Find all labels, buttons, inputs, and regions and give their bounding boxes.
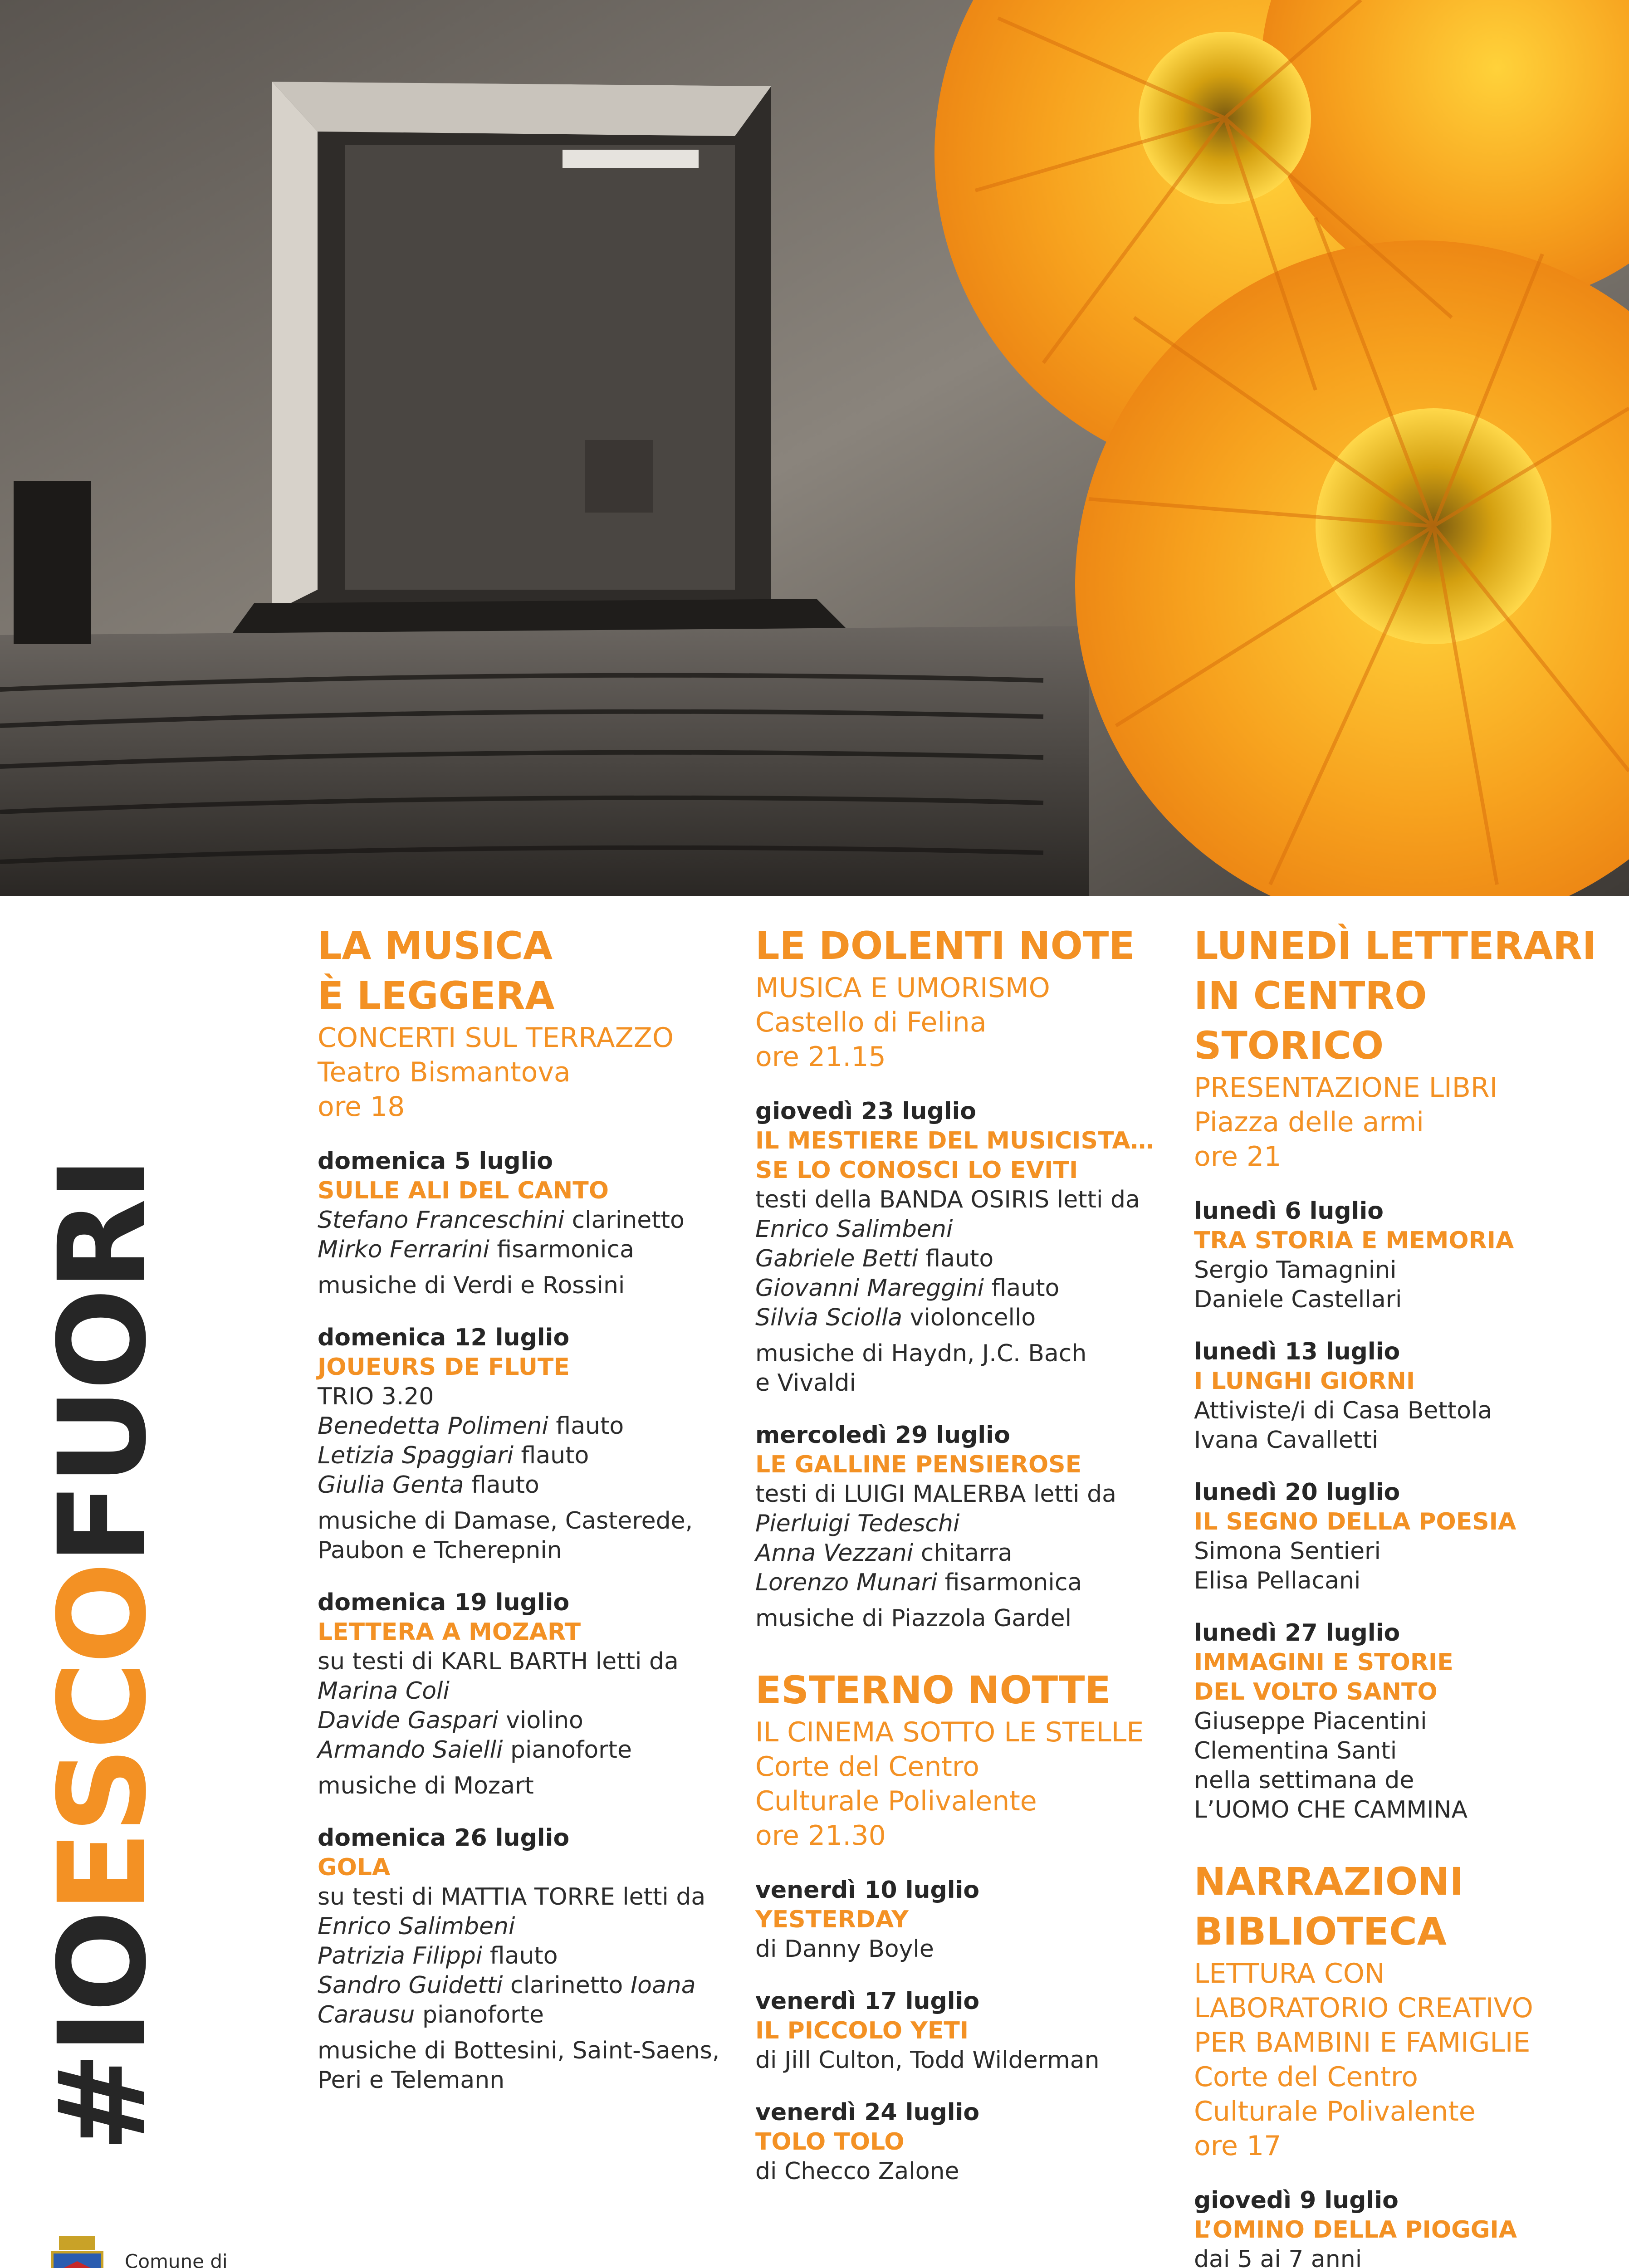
column-dolenti-note — [755, 921, 1173, 2186]
event-date: venerdì 17 luglio — [755, 1988, 980, 2015]
event-title: SULLE ALI DEL CANTO — [318, 1177, 609, 1204]
event-item: giovedì 23 luglio IL MESTIERE DEL MUSICISTA… SE LO CONOSCI LO EVITI testi della BANDA OSIRIS letti da Enrico Salimbeni Gabriele Betti flauto Giovanni Mareggini flauto Silvia Sciolla violoncello musiche di Haydn, J.C. Bach e Vivaldi — [755, 1097, 1173, 1398]
section-title-narrazioni: NARRAZIONI BIBLIOTECA — [1194, 1859, 1464, 1954]
section-subtitle: CONCERTI SUL TERRAZZO — [318, 1022, 674, 1054]
event-date: domenica 26 luglio — [318, 1824, 570, 1852]
section-venue: Culturale Polivalente — [1194, 2096, 1476, 2127]
event-title: JOUEURS DE FLUTE — [318, 1354, 570, 1381]
event-title: IL MESTIERE DEL MUSICISTA… — [755, 1127, 1154, 1154]
section-venue: Culturale Polivalente — [755, 1785, 1037, 1817]
event-item: giovedì 9 luglio L’OMINO DELLA PIOGGIA dai 5 ai 7 anni — [1194, 2186, 1611, 2268]
event-date: domenica 12 luglio — [318, 1324, 570, 1351]
event-item: domenica 26 luglio GOLA su testi di MATTIA TORRE letti da Enrico Salimbeni Patrizia Filippi flauto Sandro Guidetti clarinetto Ioana Carausu pianoforte musiche di Bottesini, Saint-Saens, Peri e Telemann — [318, 1823, 726, 2095]
section-venue: Castello di Felina — [755, 1007, 987, 1038]
event-item: domenica 19 luglio LETTERA A MOZART su testi di KARL BARTH letti da Marina Coli Davide Gaspari violino Armando Saielli pianoforte musiche di Mozart — [318, 1588, 726, 1801]
section-subtitle: IL CINEMA SOTTO LE STELLE — [755, 1716, 1144, 1748]
event-date: giovedì 9 luglio — [1194, 2187, 1399, 2214]
comune-logo — [43, 2236, 297, 2268]
event-item: venerdì 24 luglio TOLO TOLO di Checco Zalone — [755, 2098, 1173, 2186]
section-time: ore 21 — [1194, 1141, 1282, 1173]
event-date: lunedì 27 luglio — [1194, 1619, 1400, 1647]
column-lunedi-letterari — [1194, 921, 1611, 2268]
event-date: lunedì 13 luglio — [1194, 1338, 1400, 1365]
hero-illustration — [0, 0, 1629, 896]
event-date: giovedì 23 luglio — [755, 1098, 976, 1125]
event-title: IMMAGINI E STORIE — [1194, 1649, 1453, 1676]
section-venue: Corte del Centro — [755, 1751, 979, 1783]
event-item: lunedì 27 luglio IMMAGINI E STORIE DEL VOLTO SANTO Giuseppe Piacentini Clementina Santi nella settimana de L’UOMO CHE CAMMINA — [1194, 1618, 1611, 1825]
event-title: GOLA — [318, 1854, 391, 1881]
event-date: domenica 19 luglio — [318, 1589, 570, 1616]
hero-image — [0, 0, 1629, 896]
section-title: LA MUSICA È LEGGERA — [318, 924, 555, 1018]
comune-label: Comune di — [125, 2250, 228, 2268]
column-la-musica — [318, 921, 726, 2095]
section-time: ore 18 — [318, 1091, 405, 1123]
event-title: TRA STORIA E MEMORIA — [1194, 1227, 1514, 1254]
event-title: LETTERA A MOZART — [318, 1618, 581, 1646]
hashtag-part-io: #IO — [33, 1913, 173, 2152]
section-title: LE DOLENTI NOTE — [755, 924, 1135, 968]
event-title: IL PICCOLO YETI — [755, 2017, 969, 2044]
event-item: venerdì 10 luglio YESTERDAY di Danny Boyle — [755, 1876, 1173, 1964]
hashtag-part-esco: ESCO — [33, 1564, 173, 1913]
event-date: venerdì 10 luglio — [755, 1877, 980, 1904]
section-venue: Corte del Centro — [1194, 2061, 1418, 2093]
event-title: IL SEGNO DELLA POESIA — [1194, 1508, 1516, 1535]
section-subtitle: LETTURA CON — [1194, 1958, 1385, 1989]
section-venue: Teatro Bismantova — [318, 1056, 571, 1088]
event-item: lunedì 6 luglio TRA STORIA E MEMORIA Sergio Tamagnini Daniele Castellari — [1194, 1197, 1611, 1315]
event-date: venerdì 24 luglio — [755, 2099, 980, 2126]
event-date: lunedì 20 luglio — [1194, 1479, 1400, 1506]
section-title: LUNEDÌ LETTERARI IN CENTRO STORICO — [1194, 924, 1597, 1068]
section-time: ore 21.30 — [755, 1820, 886, 1852]
event-title: TOLO TOLO — [755, 2128, 905, 2156]
event-title: LE GALLINE PENSIEROSE — [755, 1451, 1082, 1478]
event-date: mercoledì 29 luglio — [755, 1422, 1010, 1449]
section-subtitle: PER BAMBINI E FAMIGLIE — [1194, 2027, 1531, 2058]
event-date: domenica 5 luglio — [318, 1148, 553, 1175]
event-date: lunedì 6 luglio — [1194, 1198, 1384, 1225]
event-item: venerdì 17 luglio IL PICCOLO YETI di Jill Culton, Todd Wilderman — [755, 1987, 1173, 2075]
section-subtitle: PRESENTAZIONE LIBRI — [1194, 1072, 1498, 1104]
event-title: YESTERDAY — [755, 1906, 909, 1933]
section-title-esterno-notte: ESTERNO NOTTE — [755, 1668, 1111, 1712]
hashtag-title — [33, 1159, 173, 2152]
coat-of-arms-icon — [43, 2236, 111, 2268]
section-subtitle: LABORATORIO CREATIVO — [1194, 1992, 1533, 2024]
event-item: mercoledì 29 luglio LE GALLINE PENSIEROSE testi di LUIGI MALERBA letti da Pierluigi Tedeschi Anna Vezzani chitarra Lorenzo Munari fisarmonica musiche di Piazzola Gardel — [755, 1421, 1173, 1633]
section-subtitle: MUSICA E UMORISMO — [755, 972, 1050, 1004]
event-item: domenica 5 luglio SULLE ALI DEL CANTO Stefano Franceschini clarinetto Mirko Ferrarini fisarmonica musiche di Verdi e Rossini — [318, 1147, 726, 1300]
event-title: I LUNGHI GIORNI — [1194, 1368, 1415, 1395]
event-item: domenica 12 luglio JOUEURS DE FLUTE TRIO 3.20 Benedetta Polimeni flauto Letizia Spaggiari flauto Giulia Genta flauto musiche di Damase, Casterede, Paubon e Tcherepnin — [318, 1323, 726, 1565]
event-item: lunedì 13 luglio I LUNGHI GIORNI Attiviste/i di Casa Bettola Ivana Cavalletti — [1194, 1337, 1611, 1455]
hashtag-part-fuori: FUORI — [33, 1159, 173, 1565]
event-title: L’OMINO DELLA PIOGGIA — [1194, 2216, 1517, 2244]
event-item: lunedì 20 luglio IL SEGNO DELLA POESIA Simona Sentieri Elisa Pellacani — [1194, 1478, 1611, 1596]
section-time: ore 21.15 — [755, 1041, 886, 1073]
section-venue: Piazza delle armi — [1194, 1106, 1424, 1138]
section-time: ore 17 — [1194, 2130, 1282, 2162]
